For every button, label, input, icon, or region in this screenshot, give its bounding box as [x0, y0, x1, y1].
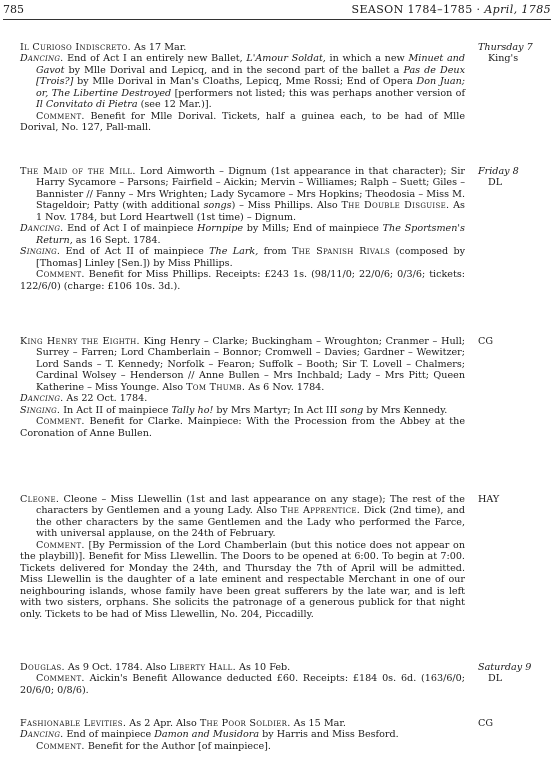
opera-title: Don Juan; or, The Libertine Destroyed	[36, 76, 465, 99]
comment-text: Benefit for Miss Phillips. Receipts: £243 1s. (98/11/0; 22/0/6; 0/3/6; tickets: 122/6/0) (charge: £106 10s. 3d.).	[20, 269, 465, 292]
dancing-label: Dancing.	[20, 729, 64, 741]
side-theatre: DL	[488, 673, 503, 685]
dancing-label: Dancing.	[20, 53, 64, 65]
comment-text: Benefit for Mlle Dorival. Tickets, half a guinea each, to be had of Mlle Dorival, No. 127, Pall-mall.	[20, 110, 465, 134]
afterpiece-title: The Apprentice.	[280, 505, 361, 517]
afterpiece-title: The Double Disguise.	[341, 200, 450, 212]
entry-heading	[20, 662, 465, 673]
side-theatre: King's	[488, 53, 519, 65]
entry-king-henry-the-eighth	[20, 336, 465, 439]
comment-text: Aickin's Benefit Allowance deducted £60. Receipts: £184 0s. 6d. (163/6/0; 20/6/0; 0/8/6).	[20, 673, 465, 696]
header-rule	[3, 19, 551, 20]
song-title: song	[340, 404, 364, 416]
cast-list: ) – Miss Phillips. Also	[231, 200, 342, 212]
side-day: Friday 8	[478, 166, 519, 177]
comment-label: Comment.	[36, 539, 85, 551]
month-label: April, 1785	[484, 3, 551, 16]
side-date-5	[478, 662, 554, 685]
cast-list: King Henry – Clarke; Buckingham – Wroughton; Cranmer – Hull; Surrey – Farren; Lord Chamberlain – Bonnor; Cromwell – Davies; Gardner – Wewitzer; Lord Sands – T. Kennedy; Norfolk – Fearon; Suffolk – Booth; Sir T. Lovell – Chalmers; Cardinal Wolsey – Henderson // Anne Bullen – Mrs Inchbald; Lady – Mrs Pitt; Queen Katherine – Miss Younge. Also	[36, 336, 465, 393]
dancing-text: [performers not listed; this was perhaps another version of	[171, 87, 465, 99]
entry-heading	[20, 494, 465, 540]
afterpiece-text: As 6 Nov. 1784.	[245, 381, 325, 393]
dancing-note	[20, 729, 465, 740]
afterpiece-text: As 15 Mar.	[290, 718, 346, 729]
side-date-4	[478, 494, 554, 505]
dancing-label: Dancing.	[20, 393, 64, 405]
dance-title: Hornpipe	[197, 223, 244, 235]
comment-note	[20, 673, 465, 696]
page-number: 785	[3, 3, 24, 16]
comment-note	[20, 540, 465, 620]
side-theatre: CG	[478, 718, 494, 729]
singing-text: from	[258, 246, 292, 258]
side-date-2	[478, 166, 554, 189]
side-date-3	[478, 336, 554, 347]
cast-list: Cleone – Miss Llewellin (1st and last appearance on any stage); The rest of the characters by Gentlemen and a young Lady. Also	[36, 494, 465, 517]
singing-text: In Act II of mainpiece	[60, 404, 172, 416]
dance-title: Minuet and Gavot	[36, 53, 465, 76]
opera-title: Il Convitato di Pietra	[36, 99, 138, 111]
dancing-text: by Harris and Miss Besford.	[259, 729, 399, 741]
entry-heading	[20, 42, 465, 53]
side-theatre: CG	[478, 336, 494, 347]
comment-text: Benefit for the Author [of mainpiece].	[84, 740, 271, 752]
singing-text: (composed by [Thomas] Linley [Sen.]) by Miss Phillips.	[36, 246, 466, 269]
source-title: The Spanish Rivals	[291, 246, 391, 258]
season-label: SEASON 1784–1785	[351, 3, 473, 16]
dancing-text: as 16 Sept. 1784.	[72, 234, 161, 246]
entry-title: Cleone.	[20, 494, 60, 505]
singing-text: by Mrs Martyr; In Act III	[213, 404, 341, 416]
dancing-text: in which a new	[325, 53, 409, 65]
singing-text: End of Act II of mainpiece	[60, 246, 210, 258]
comment-text: [By Permission of the Lord Chamberlain (but this notice does not appear on the playbill)]. Benefit for Miss Llewellin. The Doors to be opened at 6:00. To begin at 7:00. Tickets delivered for Monday the 24th, and Thursday the 7th of April will be admitted. Miss Llewellin is the daughter of a late eminent and respectable Merchant in one of our neighbouring islands, whose family have been great sufferers by the late war, and is left with two sisters, orphans. She solicits the patronage of a generous publick for that night only. Tickets to be had of Miss Llewellin, No. 204, Piccadilly.	[20, 539, 465, 620]
comment-label: Comment.	[36, 416, 85, 428]
dancing-text: As 22 Oct. 1784.	[63, 393, 148, 405]
entry-maid-of-the-mill	[20, 166, 465, 292]
entry-date-info: As 17 Mar.	[134, 42, 187, 53]
dancing-text: (see 12 Mar.)].	[137, 99, 212, 111]
comment-note	[20, 111, 465, 134]
side-date-1	[478, 42, 554, 65]
dancing-note	[20, 223, 465, 246]
side-theatre: DL	[488, 177, 503, 189]
entry-heading	[20, 336, 465, 393]
singing-label: Singing.	[20, 246, 61, 258]
entry-title: King Henry the Eighth.	[20, 336, 140, 347]
comment-text: Benefit for Clarke. Mainpiece: With the Procession from the Abbey at the Coronation of Anne Bullen.	[20, 416, 465, 439]
afterpiece-text: Dick (2nd time), and the other characters by the same Gentlemen and the Lady who performed the Farce, with universal applause, on the 24th of February.	[36, 505, 466, 540]
entry-douglas	[20, 662, 465, 696]
entry-cleone	[20, 494, 465, 620]
entry-heading	[20, 166, 465, 223]
cast-list: Lord Aimworth – Dignum (1st appearance in that character); Sir Harry Sycamore – Parsons; Fairfield – Aickin; Mervin – Williames; Ralph – Suett; Giles – Bannister // Fanny – Mrs Wrighten; Lady Sycamore – Mrs Hopkins; Theodosia – Miss M. Stageldoir; Patty (with additional	[36, 166, 466, 212]
comment-label: Comment.	[36, 110, 85, 122]
ballet-title: L'Amour Soldat,	[246, 53, 326, 65]
dancing-note	[20, 393, 465, 404]
dance-title: Pas de Deux [Trois?]	[36, 64, 466, 88]
dance-title: The Sportsmen's Return,	[36, 223, 465, 246]
dancing-label: Dancing.	[20, 223, 64, 235]
entry-title: Fashionable Levities.	[20, 718, 127, 729]
dancing-text: End of Act I of mainpiece	[63, 223, 198, 235]
entry-title: Il Curioso Indiscreto.	[20, 42, 131, 53]
entry-date-info: As 2 Apr. Also	[126, 718, 200, 729]
dancing-text: by Mills; End of mainpiece	[243, 223, 383, 235]
entry-title: The Maid of the Mill.	[20, 166, 136, 177]
running-head	[3, 3, 551, 16]
afterpiece-text: As 10 Feb.	[235, 662, 291, 673]
entry-il-curioso-indiscreto	[20, 42, 465, 134]
afterpiece-text: As 1 Nov. 1784, but Lord Heartwell (1st time) – Dignum.	[36, 200, 465, 223]
dancing-text: by Mlle Dorival and Lepicq, and in the second part of the ballet a	[64, 64, 404, 76]
comment-note	[20, 416, 465, 439]
afterpiece-title: The Poor Soldier.	[199, 718, 291, 729]
side-theatre: HAY	[478, 494, 500, 505]
entry-heading	[20, 718, 465, 729]
side-day: Saturday 9	[478, 662, 532, 673]
side-date-6	[478, 718, 554, 729]
dancing-text: End of mainpiece	[63, 729, 155, 741]
dancing-note	[20, 53, 465, 110]
singing-label: Singing.	[20, 404, 61, 416]
dancing-text: End of Act I an entirely new Ballet,	[67, 53, 247, 65]
cast-italic: songs	[203, 200, 232, 212]
separator-dot: ·	[476, 3, 481, 16]
comment-note	[20, 741, 465, 752]
singing-note	[20, 405, 465, 416]
dance-title: Damon and Musidora	[154, 729, 260, 741]
comment-label: Comment.	[36, 740, 85, 752]
entry-date-info: As 9 Oct. 1784. Also	[64, 662, 170, 673]
afterpiece-title: Tom Thumb.	[186, 381, 246, 393]
afterpiece-title: Liberty Hall.	[169, 662, 236, 673]
song-title: The Lark,	[209, 246, 259, 258]
singing-note	[20, 246, 465, 269]
song-title: Tally ho!	[171, 404, 214, 416]
running-head-title	[352, 3, 551, 16]
side-day: Thursday 7	[478, 42, 533, 53]
entry-fashionable-levities	[20, 718, 465, 752]
comment-label: Comment.	[36, 269, 85, 281]
singing-text: by Mrs Kennedy.	[363, 404, 448, 416]
comment-note	[20, 269, 465, 292]
entry-title: Douglas.	[20, 662, 65, 673]
dancing-text: by Mlle Dorival in Man's Cloaths, Lepicq, Mme Rossi; End of Opera	[73, 76, 417, 88]
comment-label: Comment.	[36, 673, 85, 685]
